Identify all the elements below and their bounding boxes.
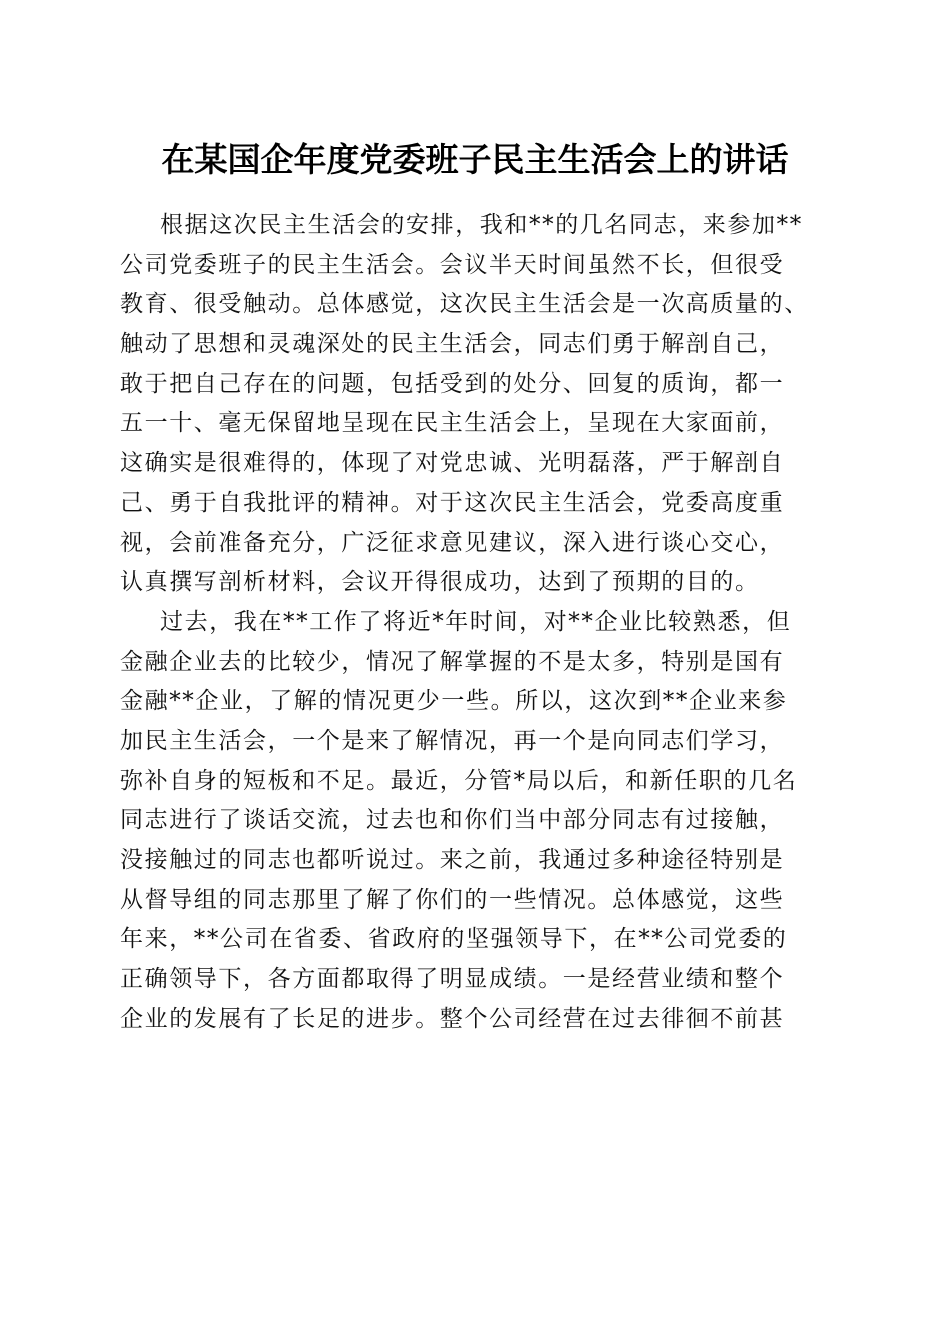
paragraph-2-line-3: 金融**企业，了解的情况更少一些。所以，这次到**企业来参 [120,688,788,715]
paragraph-2-line-7: 没接触过的同志也都听说过。来之前，我通过多种途径特别是 [120,847,785,873]
paragraph-2-line-6: 同志进行了谈话交流，过去也和你们当中部分同志有过接触， [120,807,785,834]
paragraph-2-line-2: 金融企业去的比较少，情况了解掌握的不是太多，特别是国有 [120,648,785,675]
paragraph-2-line-10: 正确领导下，各方面都取得了明显成绩。一是经营业绩和整个 [120,966,785,993]
document-body [120,206,840,1039]
paragraph-2-line-4: 加民主生活会，一个是来了解情况，再一个是向同志们学习， [120,727,785,754]
paragraph-2-line-5: 弥补自身的短板和不足。最近，分管*局以后，和新任职的几名 [120,767,798,794]
paragraph-1-line-6: 五一十、毫无保留地呈现在民主生活会上，呈现在大家面前， [120,410,785,437]
paragraph-1-line-4: 触动了思想和灵魂深处的民主生活会，同志们勇于解剖自己， [120,331,785,358]
paragraph-1-line-7: 这确实是很难得的，体现了对党忠诚、光明磊落，严于解剖自 [120,450,785,477]
paragraph-1-line-3: 教育、很受触动。总体感觉，这次民主生活会是一次高质量的、 [120,291,809,318]
paragraph-2-line-8: 从督导组的同志那里了解了你们的一些情况。总体感觉，这些 [120,886,785,913]
paragraph-1-line-5: 敢于把自己存在的问题，包括受到的处分、回复的质询，都一 [120,370,785,397]
paragraph-1-line-10: 认真撰写剖析材料，会议开得很成功，达到了预期的目的。 [120,569,760,596]
paragraph-2-line-1: 过去，我在**工作了将近*年时间，对**企业比较熟悉，但 [160,608,792,635]
paragraph-2-line-11: 企业的发展有了长足的进步。整个公司经营在过去徘徊不前甚 [120,1005,785,1032]
paragraph-1-line-9: 视，会前准备充分，广泛征求意见建议，深入进行谈心交心， [120,529,785,556]
paragraph-1-line-2: 公司党委班子的民主生活会。会议半天时间虽然不长，但很受 [120,251,785,278]
paragraph-1-line-8: 己、勇于自我批评的精神。对于这次民主生活会，党委高度重 [120,489,785,516]
document-title: 在某国企年度党委班子民主生活会上的讲话 [161,140,789,179]
paragraph-1-line-1: 根据这次民主生活会的安排，我和**的几名同志，来参加** [160,212,803,238]
paragraph-2-line-9: 年来，**公司在省委、省政府的坚强领导下，在**公司党委的 [120,926,788,953]
